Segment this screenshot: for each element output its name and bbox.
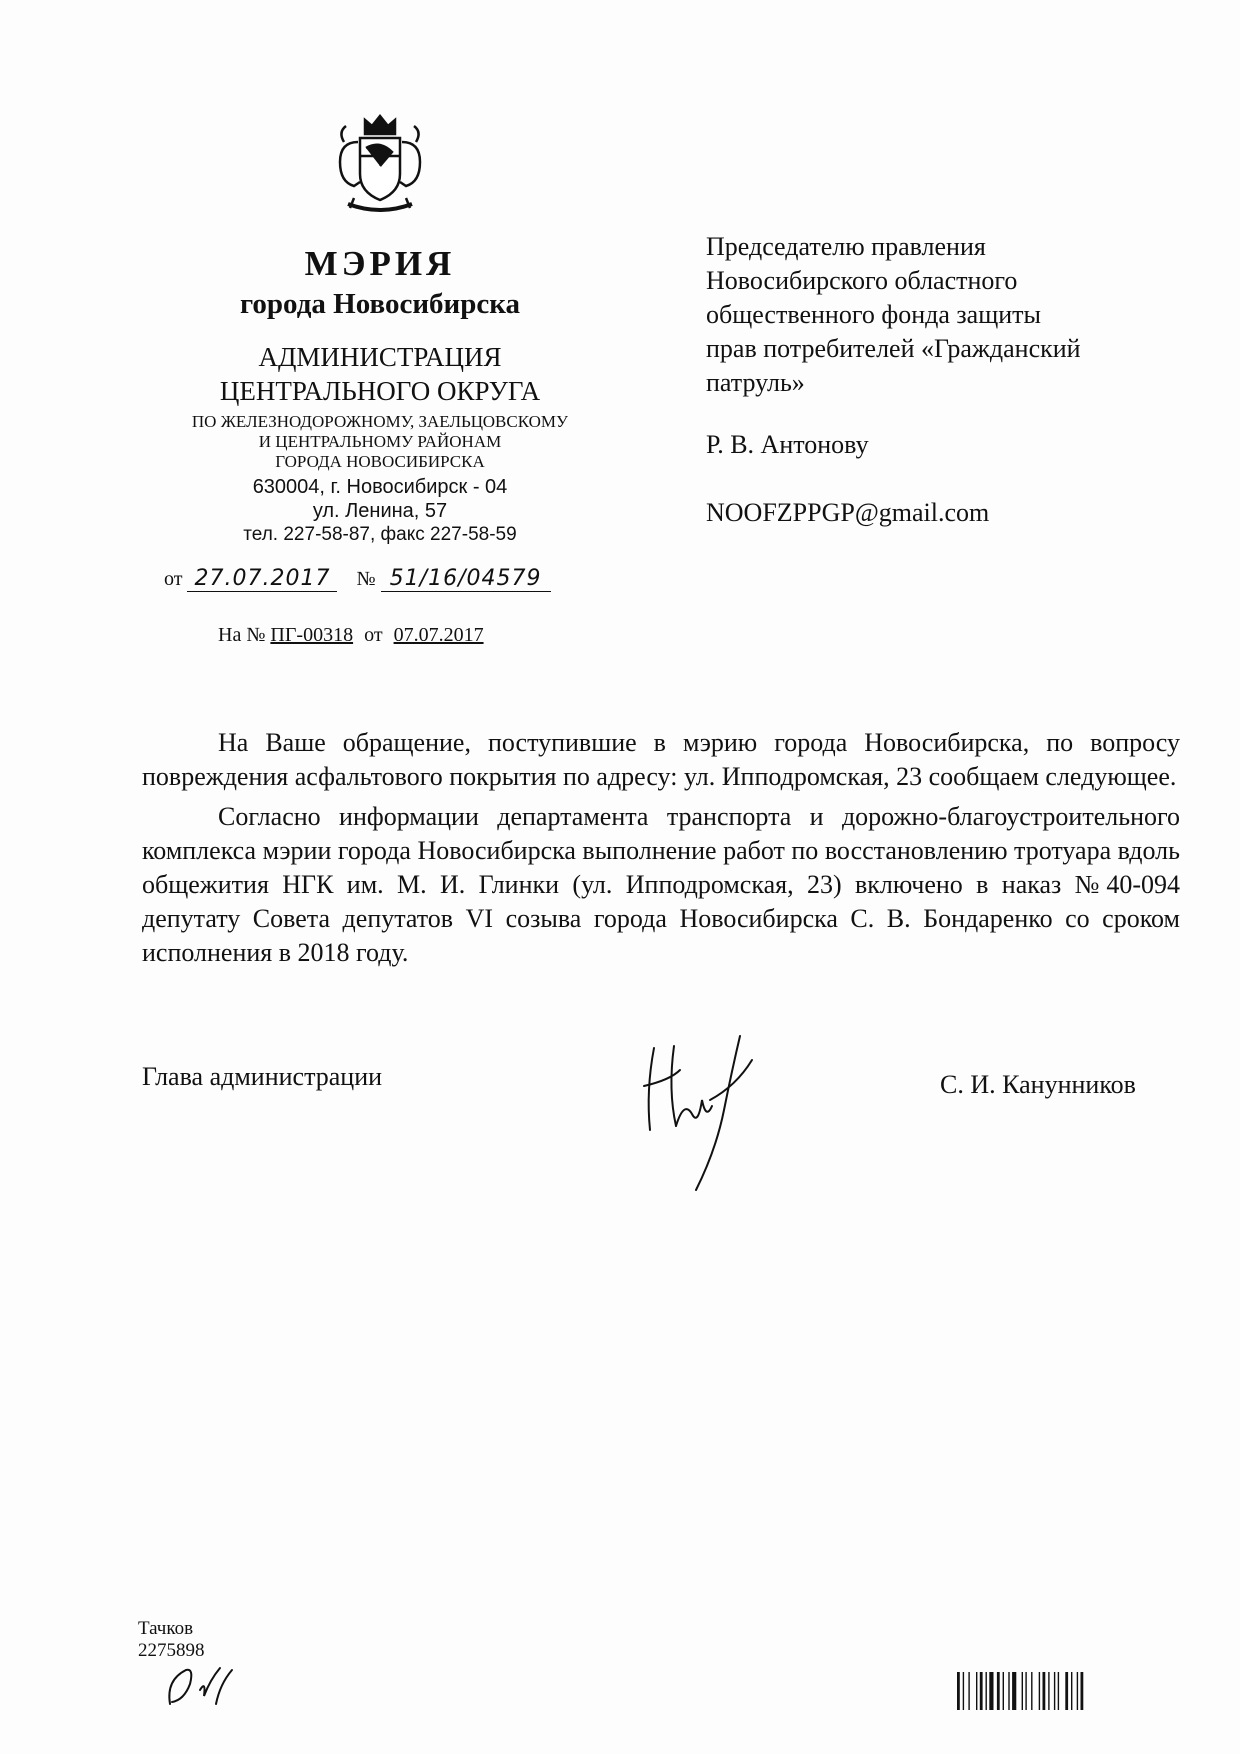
from-label: от (164, 568, 183, 590)
barcode-bar (1071, 1672, 1072, 1710)
addressee-line: общественного фонда защиты (706, 300, 1041, 329)
addressee-line: прав потребителей «Гражданский (706, 334, 1081, 363)
barcode-bar (1077, 1672, 1078, 1710)
coat-of-arms-icon (330, 112, 430, 222)
city-title: города Новосибирска (239, 288, 521, 320)
barcode-icon (955, 1672, 1130, 1722)
executor-phone: 2275898 (138, 1640, 205, 1661)
reply-date: 07.07.2017 (393, 624, 484, 646)
addressee-email: NOOFZPPGP@gmail.com (706, 498, 990, 527)
addressee-line: Председателю правления (706, 232, 986, 261)
barcode-bar (1022, 1672, 1023, 1710)
outgoing-date: 27.07.2017 (187, 566, 337, 592)
barcode-bar (989, 1672, 993, 1710)
reply-number: ПГ-00318 (270, 624, 354, 646)
barcode-bar (1043, 1672, 1046, 1710)
districts-line-1: ПО ЖЕЛЕЗНОДОРОЖНОМУ, ЗАЕЛЬЦОВСКОМУ (191, 412, 569, 431)
administration-title: АДМИНИСТРАЦИЯ (258, 342, 502, 372)
districts-line-2: И ЦЕНТРАЛЬНОМУ РАЙОНАМ (258, 432, 502, 451)
initials-signature-icon (160, 1660, 240, 1710)
barcode-bar (980, 1672, 983, 1710)
addressee-line: Новосибирского областного (706, 266, 1018, 295)
barcode-bar (1054, 1672, 1055, 1710)
barcode-bar (968, 1672, 969, 1710)
barcode-bar (1012, 1672, 1016, 1710)
barcode-bar (986, 1672, 987, 1710)
barcode-bar (963, 1672, 964, 1710)
letter-body (142, 726, 1180, 976)
incoming-reference (218, 624, 484, 647)
reply-from-label: от (364, 624, 383, 646)
phone-fax: тел. 227-58-87, факс 227-58-59 (243, 524, 517, 545)
barcode-bar (1039, 1672, 1040, 1710)
reply-prefix: На № (218, 624, 266, 646)
signature-icon (640, 1030, 770, 1200)
barcode-bar (976, 1672, 977, 1710)
number-label: № (356, 568, 376, 590)
addressee-line: патруль» (706, 368, 805, 397)
barcode-bar (1058, 1672, 1059, 1710)
addressee-block (706, 230, 1166, 400)
signer-name: С. И. Канунников (940, 1070, 1136, 1099)
barcode-bar (1031, 1672, 1032, 1710)
barcode-bar (1025, 1672, 1026, 1710)
barcode-bar (957, 1672, 960, 1710)
body-paragraph-1: На Ваше обращение, поступившие в мэрию города Новосибирска, по вопросу повреждения асфальтового покрытия по адресу: ул. Ипподромская, 23 сообщаем следующее. (142, 728, 1180, 791)
executor-name: Тачков (138, 1618, 194, 1639)
postal-address: 630004, г. Новосибирск - 04 (252, 476, 508, 498)
barcode-bar (1065, 1672, 1068, 1710)
outgoing-reference (164, 566, 551, 592)
barcode-bar (1003, 1672, 1004, 1710)
barcode-bar (1008, 1672, 1009, 1710)
barcode-bar (1081, 1672, 1084, 1710)
districts-line-3: ГОРОДА НОВОСИБИРСКА (275, 452, 485, 471)
barcode-bar (1048, 1672, 1049, 1710)
barcode-bar (997, 1672, 1000, 1710)
body-paragraph-2: Согласно информации департамента транспорта и дорожно-благоустроительного комплекса мэрии города Новосибирска выполнение работ по восстановлению тротуара вдоль общежития НГК им. М. И. Глинки (ул. Ипподромская, 23) включено в наказ №40-094 депутату Совета депутатов VI созыва города Новосибирска С. В. Бондаренко со сроком исполнения в 2018 году. (142, 802, 1180, 967)
district-title: ЦЕНТРАЛЬНОГО ОКРУГА (219, 376, 541, 406)
addressee-name: Р. В. Антонову (706, 430, 869, 459)
signer-title: Глава администрации (142, 1062, 383, 1091)
street-address: ул. Ленина, 57 (312, 500, 448, 522)
mayor-title: МЭРИЯ (304, 244, 456, 283)
outgoing-number: 51/16/04579 (381, 566, 551, 592)
